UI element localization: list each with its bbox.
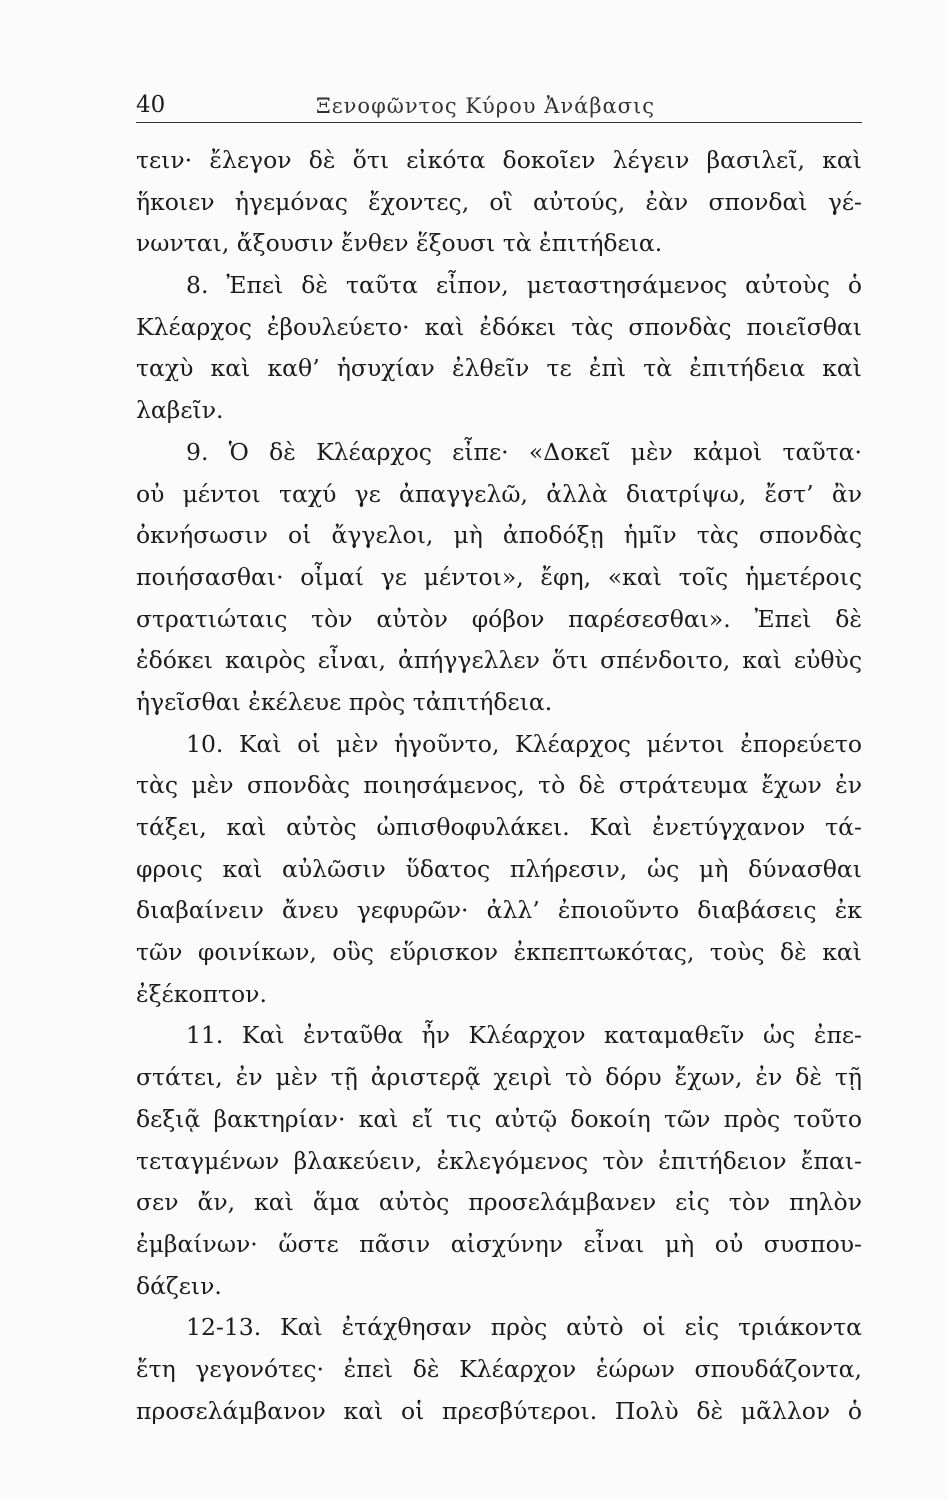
text-line [136,765,862,807]
text-line-content: ὀκνήσωσιν οἱ ἄγγελοι, μὴ ἀποδόξῃ ἡμῖν τὰς σπονδὰς [136,521,862,550]
text-line-content: διαβαίνειν ἄνευ γεφυρῶν· ἀλλ’ ἐποιοῦντο διαβάσεις ἐκ [136,896,862,925]
text-line-content: ἡγεῖσθαι ἐκέλευε πρὸς τἀπιτήδεια. [136,687,553,716]
text-line-content: προσελάμβανον καὶ οἱ πρεσβύτεροι. Πολὺ δὲ μᾶλλον ὁ [136,1396,862,1425]
text-line-content: ἔτη γεγονότες· ἐπεὶ δὲ Κλέαρχον ἑώρων σπουδάζοντα, [136,1354,862,1383]
text-line [136,849,862,891]
text-line-content: οὐ μέντοι ταχύ γε ἀπαγγελῶ, ἀλλὰ διατρίψω, ἔστ’ ἂν [136,479,862,508]
text-line [136,890,862,932]
text-line-content: λαβεῖν. [136,396,224,425]
text-line [136,599,862,641]
text-line-content: 11. Καὶ ἐνταῦθα ἦν Κλέαρχον καταμαθεῖν ὡς ἐπε- [186,1021,862,1050]
text-line-content: 8. Ἐπεὶ δὲ ταῦτα εἶπον, μεταστησάμενος αὐτοὺς ὁ [186,271,862,300]
text-line [136,1057,862,1099]
text-line [136,223,862,265]
text-line [136,1099,862,1141]
text-line [136,307,862,349]
text-line [136,432,862,474]
text-line-content: 10. Καὶ οἱ μὲν ἡγοῦντο, Κλέαρχος μέντοι ἐπορεύετο [186,729,862,758]
text-line [136,265,862,307]
text-line [136,724,862,766]
text-line [136,1349,862,1391]
text-line [136,682,862,724]
page-number: 40 [136,92,166,118]
running-head [136,86,862,123]
text-line [136,390,862,432]
text-line [136,1307,862,1349]
text-line-content: δεξιᾷ βακτηρίαν· καὶ εἴ τις αὐτῷ δοκοίη τῶν πρὸς τοῦτο [136,1104,862,1133]
text-line-content: ἥκοιεν ἡγεμόνας ἔχοντες, οἳ αὐτούς, ἐὰν σπονδαὶ γέ- [136,187,862,216]
text-line [136,474,862,516]
text-line-content: στρατιώταις τὸν αὐτὸν φόβον παρέσεσθαι». Ἐπεὶ δὲ [136,604,862,633]
text-line-content: τῶν φοινίκων, οὓς εὕρισκον ἐκπεπτωκότας, τοὺς δὲ καὶ [136,938,862,967]
text-line [136,182,862,224]
text-line-content: 9. Ὁ δὲ Κλέαρχος εἶπε· «Δοκεῖ μὲν κἀμοὶ ταῦτα· [186,437,862,466]
text-line [136,515,862,557]
text-line-content: ταχὺ καὶ καθ’ ἡσυχίαν ἐλθεῖν τε ἐπὶ τὰ ἐπιτήδεια καὶ [136,354,862,383]
text-line-content: φροις καὶ αὐλῶσιν ὕδατος πλήρεσιν, ὡς μὴ δύνασθαι [136,854,862,883]
text-line-content: δάζειν. [136,1271,222,1300]
text-line-content: τειν· ἔλεγον δὲ ὅτι εἰκότα δοκοῖεν λέγειν βασιλεῖ, καὶ [136,146,862,174]
text-line-content: ποιήσασθαι· οἶμαί γε μέντοι», ἔφη, «καὶ τοῖς ἡμετέροις [136,562,862,591]
text-line [136,932,862,974]
text-line [136,557,862,599]
text-line-content: τεταγμένων βλακεύειν, ἐκλεγόμενος τὸν ἐπιτήδειον ἔπαι- [136,1146,862,1175]
text-line [136,348,862,390]
text-line [136,1182,862,1224]
text-line [136,140,862,182]
text-line-content: τὰς μὲν σπονδὰς ποιησάμενος, τὸ δὲ στράτευμα ἔχων ἐν [136,771,862,800]
running-title: Ξενοφῶντος Κύρου Ἀνάβασις [316,94,656,118]
text-line [136,807,862,849]
text-line-content: Κλέαρχος ἐβουλεύετο· καὶ ἐδόκει τὰς σπονδὰς ποιεῖσθαι [136,312,862,341]
text-line [136,1224,862,1266]
text-line-content: 12-13. Καὶ ἐτάχθησαν πρὸς αὐτὸ οἱ εἰς τριάκοντα [186,1313,862,1342]
text-line-content: ἐξέκοπτον. [136,979,267,1008]
text-line [136,1015,862,1057]
text-line-content: στάτει, ἐν μὲν τῇ ἀριστερᾷ χειρὶ τὸ δόρυ ἔχων, ἐν δὲ τῇ [136,1063,862,1092]
text-line-content: νωνται, ἄξουσιν ἔνθεν ἕξουσι τὰ ἐπιτήδεια. [136,229,663,258]
text-line-content: τάξει, καὶ αὐτὸς ὠπισθοφυλάκει. Καὶ ἐνετύγχανον τά- [136,813,862,841]
text-line [136,1266,862,1308]
text-line-content: ἐμβαίνων· ὥστε πᾶσιν αἰσχύνην εἶναι μὴ οὐ συσπου- [136,1229,862,1258]
text-line-content: ἐδόκει καιρὸς εἶναι, ἀπήγγελλεν ὅτι σπένδοιτο, καὶ εὐθὺς [136,646,862,675]
text-line-content: σεν ἄν, καὶ ἅμα αὐτὸς προσελάμβανεν εἰς τὸν πηλὸν [136,1188,862,1217]
text-line [136,1391,862,1433]
text-line [136,640,862,682]
text-line [136,1141,862,1183]
text-line [136,974,862,1016]
body-text [136,140,862,1432]
